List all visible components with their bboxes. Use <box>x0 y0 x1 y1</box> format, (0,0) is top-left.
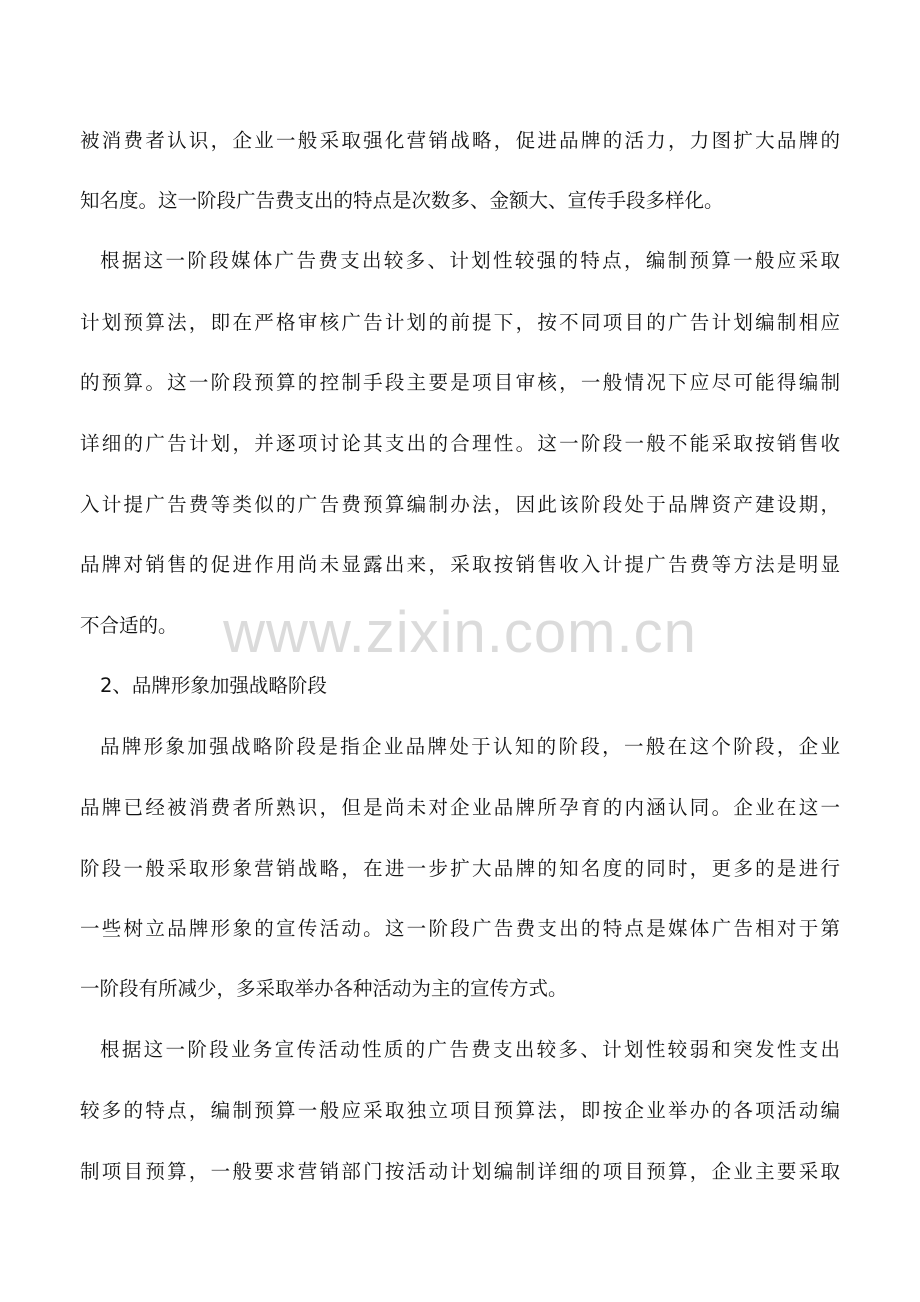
text-line: 入计提广告费等类似的广告费预算编制办法，因此该阶段处于品牌资产建设期， <box>80 493 840 516</box>
text-line: 被消费者认识，企业一般采取强化营销战略，促进品牌的活力，力图扩大品牌的 <box>80 129 840 152</box>
paragraph-first-line: 根据这一阶段媒体广告费支出较多、计划性较强的特点，编制预算一般应采取 <box>100 249 840 272</box>
section-heading: 2、品牌形象加强战略阶段 <box>100 674 327 697</box>
paragraph-first-line: 品牌形象加强战略阶段是指企业品牌处于认知的阶段，一般在这个阶段，企业 <box>100 735 840 758</box>
text-line: 不合适的。 <box>80 614 178 637</box>
text-line: 知名度。这一阶段广告费支出的特点是次数多、金额大、宣传手段多样化。 <box>80 189 724 212</box>
text-line: 的预算。这一阶段预算的控制手段主要是项目审核，一般情况下应尽可能得编制 <box>80 371 840 394</box>
text-line: 较多的特点，编制预算一般应采取独立项目预算法，即按企业举办的各项活动编 <box>80 1099 840 1122</box>
text-line: 一些树立品牌形象的宣传活动。这一阶段广告费支出的特点是媒体广告相对于第 <box>80 917 840 940</box>
text-line: 品牌已经被消费者所熟识，但是尚未对企业品牌所孕育的内涵认同。企业在这一 <box>80 796 840 819</box>
text-line: 制项目预算，一般要求营销部门按活动计划编制详细的项目预算，企业主要采取 <box>80 1160 840 1183</box>
paragraph-first-line: 根据这一阶段业务宣传活动性质的广告费支出较多、计划性较弱和突发性支出 <box>100 1038 840 1061</box>
text-line: 品牌对销售的促进作用尚未显露出来，采取按销售收入计提广告费等方法是明显 <box>80 553 840 576</box>
text-line: 一阶段有所减少，多采取举办各种活动为主的宣传方式。 <box>80 977 568 1000</box>
text-line: 详细的广告计划，并逐项讨论其支出的合理性。这一阶段一般不能采取按销售收 <box>80 432 840 455</box>
text-line: 计划预算法，即在严格审核广告计划的前提下，按不同项目的广告计划编制相应 <box>80 311 840 334</box>
text-line: 阶段一般采取形象营销战略，在进一步扩大品牌的知名度的同时，更多的是进行 <box>80 857 840 880</box>
watermark: www.zixin.com.cn <box>223 600 697 665</box>
